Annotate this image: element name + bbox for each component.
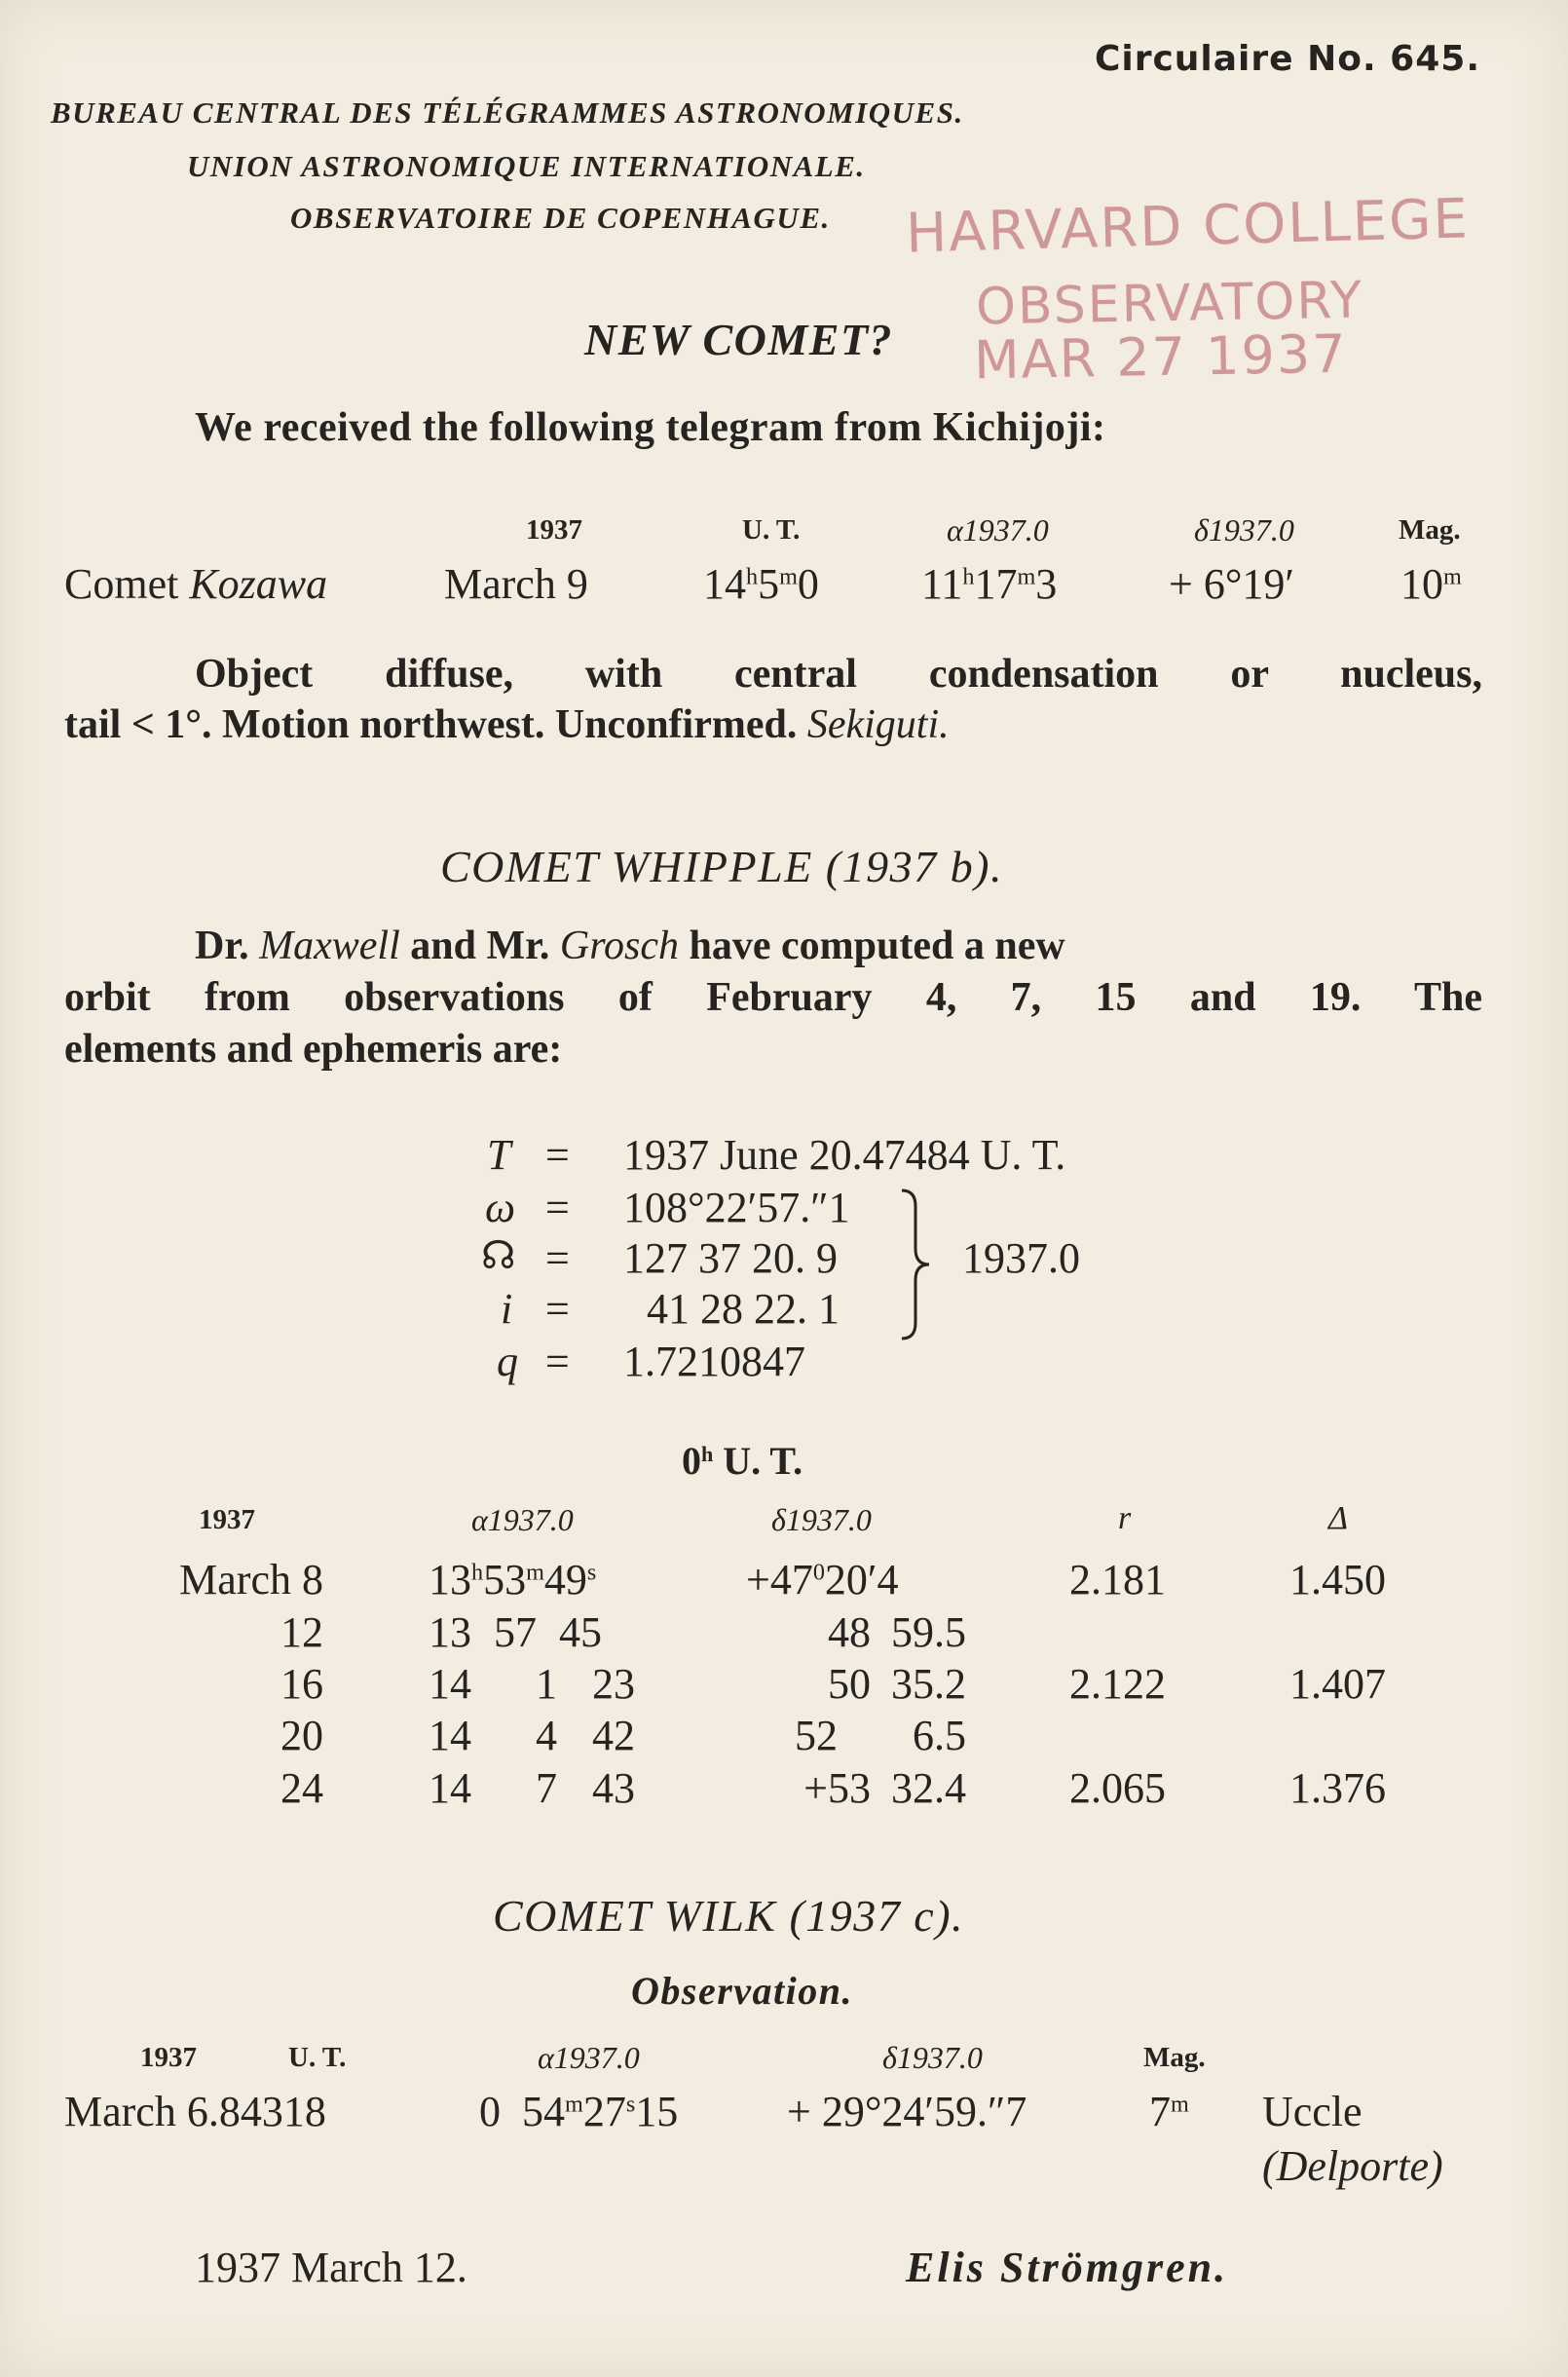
kozawa-prefix: Comet: [64, 560, 190, 608]
new-comet-intro: We received the following telegram from Kichijoji:: [195, 405, 1106, 450]
ephem-row4-date: 20: [280, 1712, 323, 1759]
ephem-row2-date: 12: [280, 1608, 323, 1656]
ephem-row4-delta: 52 6.5: [795, 1712, 966, 1759]
ephem-row5-alpha: 14 7 43: [429, 1764, 635, 1812]
whipple-para-line2: orbit from observations of February 4, 7, 15 and 19. The: [64, 975, 1482, 1020]
ephem-row2-delta: 48 59.5: [828, 1608, 966, 1656]
ephem-row3-alpha: 14 1 23: [429, 1660, 635, 1708]
kozawa-alpha: 11$^h$17$^m$3: [921, 560, 1058, 608]
author-maxwell: Maxwell: [259, 924, 400, 968]
equinox-label: 1937.0: [962, 1234, 1080, 1282]
ephem-col-year: 1937: [199, 1504, 255, 1535]
element-T-eq: =: [545, 1131, 570, 1179]
stamp-line1: HARVARD COLLEGE: [905, 187, 1471, 266]
whipple-para-line3: elements and ephemeris are:: [64, 1027, 563, 1072]
element-node-symbol: ☊: [481, 1233, 516, 1278]
ephem-row3-r: 2.122: [1069, 1660, 1166, 1708]
stamp-line2: OBSERVATORY: [975, 271, 1364, 337]
footer-signature: Elis Strömgren.: [906, 2244, 1229, 2291]
kozawa-col-ut: U. T.: [742, 514, 801, 546]
kozawa-col-alpha: α1937.0: [947, 512, 1049, 547]
wilk-mag: 7$^m$: [1149, 2088, 1189, 2135]
element-T-symbol: T: [487, 1131, 511, 1179]
ephem-col-delta: δ1937.0: [771, 1502, 872, 1537]
footer-date: 1937 March 12.: [195, 2244, 467, 2291]
ephem-row5-date: 24: [280, 1764, 323, 1812]
wilk-col-delta: δ1937.0: [882, 2040, 983, 2075]
element-q-value: 1.7210847: [623, 1338, 805, 1385]
kozawa-row: [64, 559, 327, 609]
kozawa-ut: 14$^h$5$^m$0: [703, 560, 819, 608]
wilk-alpha: 0 54$^m$27$^s$15: [479, 2088, 679, 2135]
ephem-col-alpha: α1937.0: [471, 1502, 574, 1537]
new-comet-title: NEW COMET?: [584, 315, 894, 364]
wilk-col-alpha: α1937.0: [538, 2040, 640, 2075]
ephem-row2-alpha: 13 57 45: [429, 1608, 602, 1656]
ephem-row1-alpha: 13$^h$53$^m$49$^s$: [429, 1556, 597, 1604]
ephem-row5-delta: +53 32.4: [803, 1764, 966, 1812]
element-i-eq: =: [545, 1285, 570, 1333]
element-i-value: 41 28 22. 1: [647, 1285, 840, 1333]
wilk-col-ut: U. T.: [288, 2042, 347, 2073]
wilk-station: Uccle: [1262, 2088, 1363, 2135]
ephem-row3-date: 16: [280, 1660, 323, 1708]
ephem-row1-delta: $+47^020'4$: [746, 1556, 899, 1604]
wilk-observer: (Delporte): [1262, 2142, 1443, 2190]
ephem-row4-alpha: 14 4 42: [429, 1712, 635, 1759]
kozawa-observer: Sekiguti.: [806, 702, 950, 747]
wilk-subtitle: Observation.: [631, 1969, 853, 2013]
whipple-title: COMET WHIPPLE (1937 b).: [440, 842, 1003, 891]
element-omega-eq: =: [545, 1184, 570, 1231]
ephem-row5-Delta: 1.376: [1289, 1764, 1386, 1812]
circular-number: Circulaire No. 645.: [1094, 39, 1480, 79]
kozawa-mag: 10$^m$: [1400, 560, 1462, 608]
element-node-eq: =: [545, 1234, 570, 1282]
wilk-title: COMET WILK (1937 c).: [493, 1891, 965, 1941]
element-i-symbol: i: [501, 1285, 513, 1333]
element-node-value: 127 37 20. 9: [623, 1234, 838, 1282]
wilk-date: March 6.84318: [64, 2088, 326, 2135]
element-q-symbol: q: [497, 1338, 518, 1385]
kozawa-name: Kozawa: [189, 560, 328, 608]
wilk-col-mag: Mag.: [1143, 2042, 1206, 2073]
element-omega-symbol: ω: [485, 1184, 516, 1231]
element-q-eq: =: [545, 1338, 570, 1385]
equinox-brace-icon: [896, 1187, 935, 1342]
header-bureau: BUREAU CENTRAL DES TÉLÉGRAMMES ASTRONOMIQUES.: [51, 95, 964, 130]
ephemeris-epoch: 0$^h$ U. T.: [682, 1439, 803, 1483]
header-union: UNION ASTRONOMIQUE INTERNATIONALE.: [187, 149, 866, 183]
ephem-row1-Delta: 1.450: [1289, 1556, 1386, 1604]
wilk-col-year: 1937: [140, 2042, 197, 2073]
kozawa-col-year: 1937: [526, 514, 582, 546]
element-omega-value: 108°22′57.″1: [623, 1184, 850, 1231]
ephem-row5-r: 2.065: [1069, 1764, 1166, 1812]
ephem-row1-date: March 8: [179, 1556, 323, 1604]
wilk-delta: + 29°24′59.″7: [787, 2088, 1027, 2135]
header-observatory: OBSERVATOIRE DE COPENHAGUE.: [290, 201, 831, 235]
author-grosch: Grosch: [559, 924, 680, 968]
ephem-col-Delta: Δ: [1328, 1500, 1348, 1536]
kozawa-col-delta: δ1937.0: [1194, 512, 1294, 547]
kozawa-description-line2: tail < 1°. Motion northwest. Unconfirmed. Sekiguti.: [64, 702, 950, 747]
kozawa-col-mag: Mag.: [1399, 514, 1461, 546]
ephem-row3-delta: 50 35.2: [828, 1660, 966, 1708]
element-T-value: 1937 June 20.47484 U. T.: [623, 1131, 1066, 1179]
stamp-date: MAR 27 1937: [973, 322, 1349, 392]
ephem-col-r: r: [1118, 1500, 1132, 1536]
kozawa-delta: + 6°19′: [1169, 560, 1295, 608]
whipple-para-line1: Dr. Maxwell and Mr. Grosch have computed a new: [195, 924, 1065, 968]
kozawa-description-line1: Object diffuse, with central condensation or nucleus,: [195, 652, 1482, 697]
ephem-row1-r: 2.181: [1069, 1556, 1166, 1604]
ephem-row3-Delta: 1.407: [1289, 1660, 1386, 1708]
kozawa-date: March 9: [444, 560, 588, 608]
